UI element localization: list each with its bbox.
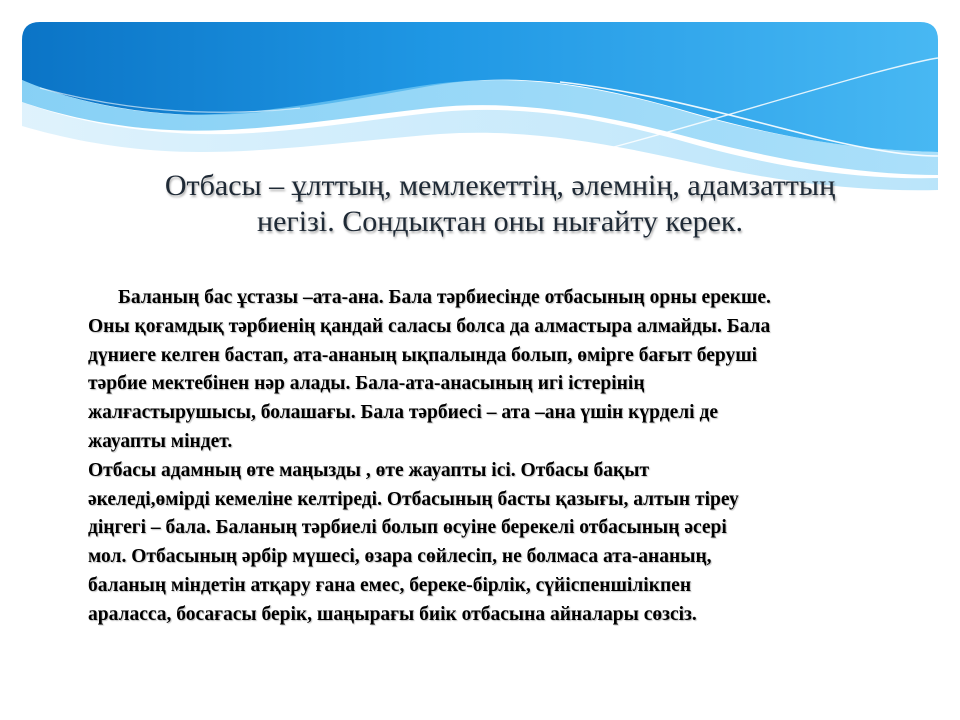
slide-title	[110, 168, 890, 240]
body-line: баланың міндетін атқару ғана емес, береке-бірлік, сүйіспеншілікпен	[88, 574, 692, 596]
body-line: діңгегі – бала. Баланың тәрбиелі болып өсуіне берекелі отбасының әсері	[88, 517, 727, 539]
body-line: тәрбие мектебінен нәр алады. Бала-ата-анасының игі істерінің	[88, 373, 645, 395]
body-line: араласса, босағасы берік, шаңырағы биік отбасына айналары сөзсіз.	[88, 603, 697, 625]
body-line: Оны қоғамдық тәрбиенің қандай саласы болса да алмастыра алмайды. Бала	[88, 315, 771, 337]
body-line: Баланың бас ұстазы –ата-ана. Бала тәрбиесінде отбасының орны ерекше.	[118, 287, 771, 308]
body-line: жауапты міндет.	[88, 430, 233, 452]
title-line: Отбасы – ұлттың, мемлекеттің, әлемнің, адамзаттың	[164, 169, 836, 202]
body-paragraph	[88, 284, 888, 630]
body-line: жалғастырушысы, болашағы. Бала тәрбиесі – ата –ана үшін күрделі де	[88, 402, 718, 424]
title-line: негізі. Сондықтан оны нығайту керек.	[257, 205, 743, 238]
body-line: әкеледі,өмірді кемеліне келтіреді. Отбасының басты қазығы, алтын тіреу	[88, 488, 739, 510]
body-line: мол. Отбасының әрбір мүшесі, өзара сөйлесіп, не болмаса ата-ананың,	[88, 546, 712, 568]
body-line: дүниеге келген бастап, ата-ананың ықпалында болып, өмірге бағыт беруші	[88, 344, 758, 366]
body-line: Отбасы адамның өте маңызды , өте жауапты ісі. Отбасы бақыт	[88, 459, 650, 481]
